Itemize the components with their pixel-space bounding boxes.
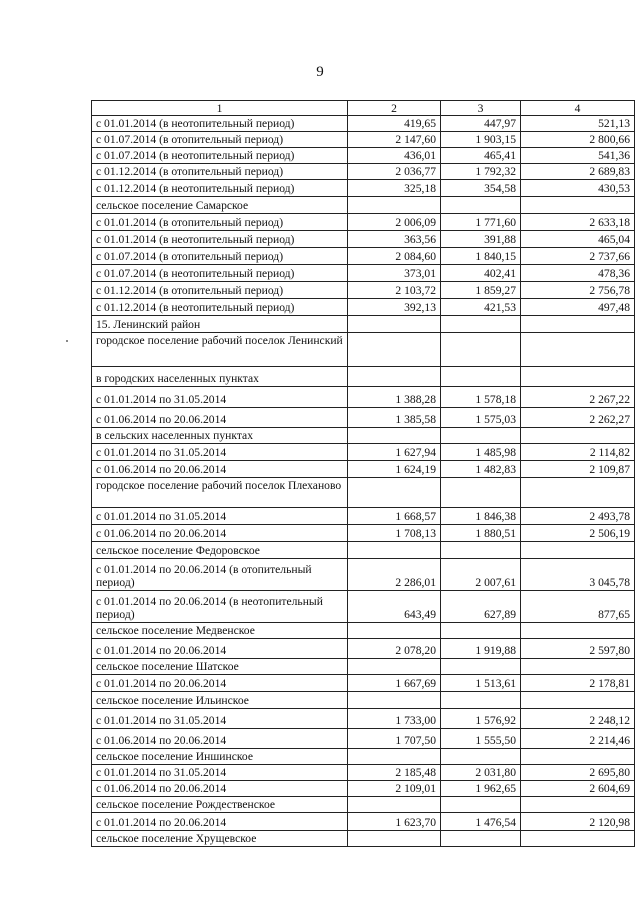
- table-row: [92, 781, 635, 797]
- row-label: с 01.01.2014 (в неотопительный период): [92, 231, 348, 248]
- value-col-2: [348, 367, 441, 387]
- table-row: [92, 559, 635, 591]
- row-label: с 01.06.2014 по 20.06.2014: [92, 461, 348, 478]
- value-col-3: 1 575,03: [441, 408, 521, 428]
- value-col-4: [521, 428, 635, 444]
- value-col-3: 2 031,80: [441, 765, 521, 781]
- row-label: городское поселение рабочий поселок Ленинский: [92, 333, 348, 367]
- table-row: [92, 428, 635, 444]
- scan-speck: [66, 340, 68, 342]
- value-col-4: 497,48: [521, 299, 635, 316]
- row-label: 15. Ленинский район: [92, 316, 348, 333]
- value-col-3: 421,53: [441, 299, 521, 316]
- table-row: [92, 525, 635, 542]
- value-col-3: 1 482,83: [441, 461, 521, 478]
- value-col-3: 354,58: [441, 180, 521, 197]
- row-label: с 01.01.2014 по 31.05.2014: [92, 709, 348, 729]
- column-header-1: 1: [92, 101, 348, 116]
- value-col-2: 1 388,28: [348, 387, 441, 408]
- table-row: [92, 132, 635, 148]
- value-col-3: [441, 197, 521, 214]
- value-col-2: 436,01: [348, 148, 441, 164]
- table-row: [92, 461, 635, 478]
- value-col-4: [521, 797, 635, 813]
- table-row: [92, 623, 635, 639]
- value-col-2: 2 036,77: [348, 164, 441, 180]
- value-col-2: [348, 428, 441, 444]
- value-col-2: 1 623,70: [348, 813, 441, 831]
- table-row: [92, 639, 635, 659]
- row-label: с 01.01.2014 по 31.05.2014: [92, 765, 348, 781]
- row-label: сельское поселение Федоровское: [92, 542, 348, 559]
- value-col-4: 2 756,78: [521, 282, 635, 299]
- table-row: [92, 299, 635, 316]
- value-col-2: 2 147,60: [348, 132, 441, 148]
- value-col-4: 541,36: [521, 148, 635, 164]
- value-col-2: [348, 659, 441, 675]
- table-row: [92, 316, 635, 333]
- value-col-4: 2 262,27: [521, 408, 635, 428]
- value-col-2: 2 109,01: [348, 781, 441, 797]
- table-row: [92, 282, 635, 299]
- value-col-2: 1 733,00: [348, 709, 441, 729]
- table-row: [92, 265, 635, 282]
- value-col-4: [521, 692, 635, 709]
- table-row: [92, 765, 635, 781]
- value-col-4: 2 604,69: [521, 781, 635, 797]
- column-header-4: 4: [521, 101, 635, 116]
- table-row: [92, 508, 635, 525]
- table-body: [92, 116, 635, 847]
- value-col-3: [441, 749, 521, 765]
- value-col-4: 2 267,22: [521, 387, 635, 408]
- value-col-2: 392,13: [348, 299, 441, 316]
- value-col-2: 2 103,72: [348, 282, 441, 299]
- value-col-4: [521, 542, 635, 559]
- value-col-2: [348, 831, 441, 847]
- row-label: с 01.07.2014 (в неотопительный период): [92, 148, 348, 164]
- value-col-4: 2 109,87: [521, 461, 635, 478]
- value-col-2: 1 708,13: [348, 525, 441, 542]
- row-label: сельское поселение Самарское: [92, 197, 348, 214]
- row-label: сельское поселение Рождественское: [92, 797, 348, 813]
- value-col-2: 2 084,60: [348, 248, 441, 265]
- value-col-3: 1 859,27: [441, 282, 521, 299]
- row-label: с 01.01.2014 по 31.05.2014: [92, 508, 348, 525]
- value-col-4: 2 695,80: [521, 765, 635, 781]
- row-label: с 01.01.2014 по 20.06.2014: [92, 813, 348, 831]
- value-col-2: [348, 197, 441, 214]
- table-row: [92, 813, 635, 831]
- value-col-4: 521,13: [521, 116, 635, 132]
- table-row: [92, 692, 635, 709]
- page-number: 9: [316, 64, 324, 80]
- table-row: [92, 831, 635, 847]
- value-col-4: 2 493,78: [521, 508, 635, 525]
- value-col-4: [521, 749, 635, 765]
- table-row: [92, 444, 635, 461]
- row-label: в городских населенных пунктах: [92, 367, 348, 387]
- table-row: [92, 197, 635, 214]
- table-row: [92, 408, 635, 428]
- value-col-2: 1 707,50: [348, 729, 441, 749]
- value-col-3: 447,97: [441, 116, 521, 132]
- value-col-4: [521, 197, 635, 214]
- table-row: [92, 478, 635, 508]
- row-label: с 01.07.2014 (в отопительный период): [92, 132, 348, 148]
- value-col-4: [521, 333, 635, 367]
- table-row: [92, 116, 635, 132]
- value-col-4: 2 178,81: [521, 675, 635, 692]
- value-col-4: 465,04: [521, 231, 635, 248]
- value-col-4: 2 114,82: [521, 444, 635, 461]
- row-label: с 01.06.2014 по 20.06.2014: [92, 729, 348, 749]
- row-label: с 01.01.2014 по 20.06.2014: [92, 639, 348, 659]
- table-row: [92, 542, 635, 559]
- value-col-4: [521, 478, 635, 508]
- row-label: сельское поселение Хрущевское: [92, 831, 348, 847]
- value-col-3: [441, 542, 521, 559]
- value-col-2: [348, 542, 441, 559]
- value-col-3: 1 792,32: [441, 164, 521, 180]
- row-label: с 01.06.2014 по 20.06.2014: [92, 781, 348, 797]
- table-row: [92, 591, 635, 623]
- value-col-3: [441, 333, 521, 367]
- value-col-3: 2 007,61: [441, 559, 521, 591]
- value-col-4: 2 633,18: [521, 214, 635, 231]
- value-col-4: 478,36: [521, 265, 635, 282]
- value-col-4: 2 120,98: [521, 813, 635, 831]
- table-header-row: [92, 101, 635, 116]
- value-col-3: [441, 831, 521, 847]
- table-row: [92, 749, 635, 765]
- value-col-2: 643,49: [348, 591, 441, 623]
- value-col-3: 1 513,61: [441, 675, 521, 692]
- value-col-3: 1 555,50: [441, 729, 521, 749]
- value-col-3: [441, 692, 521, 709]
- value-col-3: 1 919,88: [441, 639, 521, 659]
- value-col-2: 1 385,58: [348, 408, 441, 428]
- value-col-3: [441, 797, 521, 813]
- value-col-4: [521, 659, 635, 675]
- value-col-3: 1 880,51: [441, 525, 521, 542]
- value-col-2: 419,65: [348, 116, 441, 132]
- row-label: с 01.01.2014 (в неотопительный период): [92, 116, 348, 132]
- value-col-3: [441, 659, 521, 675]
- value-col-3: 1 578,18: [441, 387, 521, 408]
- value-col-3: 627,89: [441, 591, 521, 623]
- row-label: сельское поселение Ильинское: [92, 692, 348, 709]
- value-col-4: 2 214,46: [521, 729, 635, 749]
- table-row: [92, 248, 635, 265]
- value-col-2: [348, 623, 441, 639]
- value-col-4: 2 737,66: [521, 248, 635, 265]
- row-label: с 01.06.2014 по 20.06.2014: [92, 408, 348, 428]
- row-label: с 01.12.2014 (в отопительный период): [92, 282, 348, 299]
- value-col-2: 2 078,20: [348, 639, 441, 659]
- table-row: [92, 231, 635, 248]
- value-col-2: [348, 478, 441, 508]
- value-col-4: 2 248,12: [521, 709, 635, 729]
- value-col-3: 391,88: [441, 231, 521, 248]
- value-col-2: 1 627,94: [348, 444, 441, 461]
- value-col-3: 1 962,65: [441, 781, 521, 797]
- table-row: [92, 675, 635, 692]
- row-label: с 01.12.2014 (в неотопительный период): [92, 180, 348, 197]
- column-header-2: 2: [348, 101, 441, 116]
- value-col-2: 1 624,19: [348, 461, 441, 478]
- row-label: с 01.01.2014 по 20.06.2014: [92, 675, 348, 692]
- value-col-3: 1 485,98: [441, 444, 521, 461]
- value-col-2: [348, 692, 441, 709]
- row-label: с 01.12.2014 (в отопительный период): [92, 164, 348, 180]
- value-col-4: 2 689,83: [521, 164, 635, 180]
- value-col-4: [521, 316, 635, 333]
- value-col-3: [441, 478, 521, 508]
- table-row: [92, 387, 635, 408]
- value-col-4: [521, 831, 635, 847]
- value-col-2: [348, 316, 441, 333]
- table-row: [92, 148, 635, 164]
- row-label: с 01.06.2014 по 20.06.2014: [92, 525, 348, 542]
- value-col-2: 325,18: [348, 180, 441, 197]
- value-col-3: 1 903,15: [441, 132, 521, 148]
- value-col-2: 2 006,09: [348, 214, 441, 231]
- table-row: [92, 659, 635, 675]
- table-row: [92, 797, 635, 813]
- tariff-table: [91, 100, 635, 847]
- row-label: с 01.01.2014 по 20.06.2014 (в отопительный период): [92, 559, 348, 591]
- value-col-4: [521, 623, 635, 639]
- value-col-3: 1 846,38: [441, 508, 521, 525]
- value-col-2: [348, 797, 441, 813]
- row-label: с 01.07.2014 (в неотопительный период): [92, 265, 348, 282]
- row-label: сельское поселение Иншинское: [92, 749, 348, 765]
- value-col-2: [348, 333, 441, 367]
- table-row: [92, 333, 635, 367]
- value-col-3: 465,41: [441, 148, 521, 164]
- value-col-3: [441, 367, 521, 387]
- row-label: городское поселение рабочий поселок Плехановo: [92, 478, 348, 508]
- table-row: [92, 180, 635, 197]
- value-col-4: 3 045,78: [521, 559, 635, 591]
- value-col-3: 1 840,15: [441, 248, 521, 265]
- value-col-3: 1 476,54: [441, 813, 521, 831]
- value-col-3: [441, 623, 521, 639]
- row-label: с 01.01.2014 (в отопительный период): [92, 214, 348, 231]
- value-col-4: 2 506,19: [521, 525, 635, 542]
- row-label: сельское поселение Шатское: [92, 659, 348, 675]
- value-col-2: 1 668,57: [348, 508, 441, 525]
- column-header-3: 3: [441, 101, 521, 116]
- value-col-3: 1 771,60: [441, 214, 521, 231]
- row-label: с 01.01.2014 по 31.05.2014: [92, 444, 348, 461]
- row-label: сельское поселение Медвенское: [92, 623, 348, 639]
- value-col-3: 1 576,92: [441, 709, 521, 729]
- value-col-4: 2 800,66: [521, 132, 635, 148]
- value-col-4: 877,65: [521, 591, 635, 623]
- value-col-2: 1 667,69: [348, 675, 441, 692]
- value-col-2: [348, 749, 441, 765]
- row-label: с 01.12.2014 (в неотопительный период): [92, 299, 348, 316]
- value-col-2: 363,56: [348, 231, 441, 248]
- table-row: [92, 164, 635, 180]
- value-col-3: [441, 428, 521, 444]
- value-col-4: [521, 367, 635, 387]
- value-col-2: 2 185,48: [348, 765, 441, 781]
- value-col-4: 2 597,80: [521, 639, 635, 659]
- table-row: [92, 709, 635, 729]
- table-row: [92, 729, 635, 749]
- table-row: [92, 367, 635, 387]
- row-label: с 01.01.2014 по 20.06.2014 (в неотопительный период): [92, 591, 348, 623]
- row-label: в сельских населенных пунктах: [92, 428, 348, 444]
- value-col-3: 402,41: [441, 265, 521, 282]
- row-label: с 01.07.2014 (в отопительный период): [92, 248, 348, 265]
- value-col-2: 373,01: [348, 265, 441, 282]
- value-col-4: 430,53: [521, 180, 635, 197]
- table-row: [92, 214, 635, 231]
- row-label: с 01.01.2014 по 31.05.2014: [92, 387, 348, 408]
- value-col-3: [441, 316, 521, 333]
- value-col-2: 2 286,01: [348, 559, 441, 591]
